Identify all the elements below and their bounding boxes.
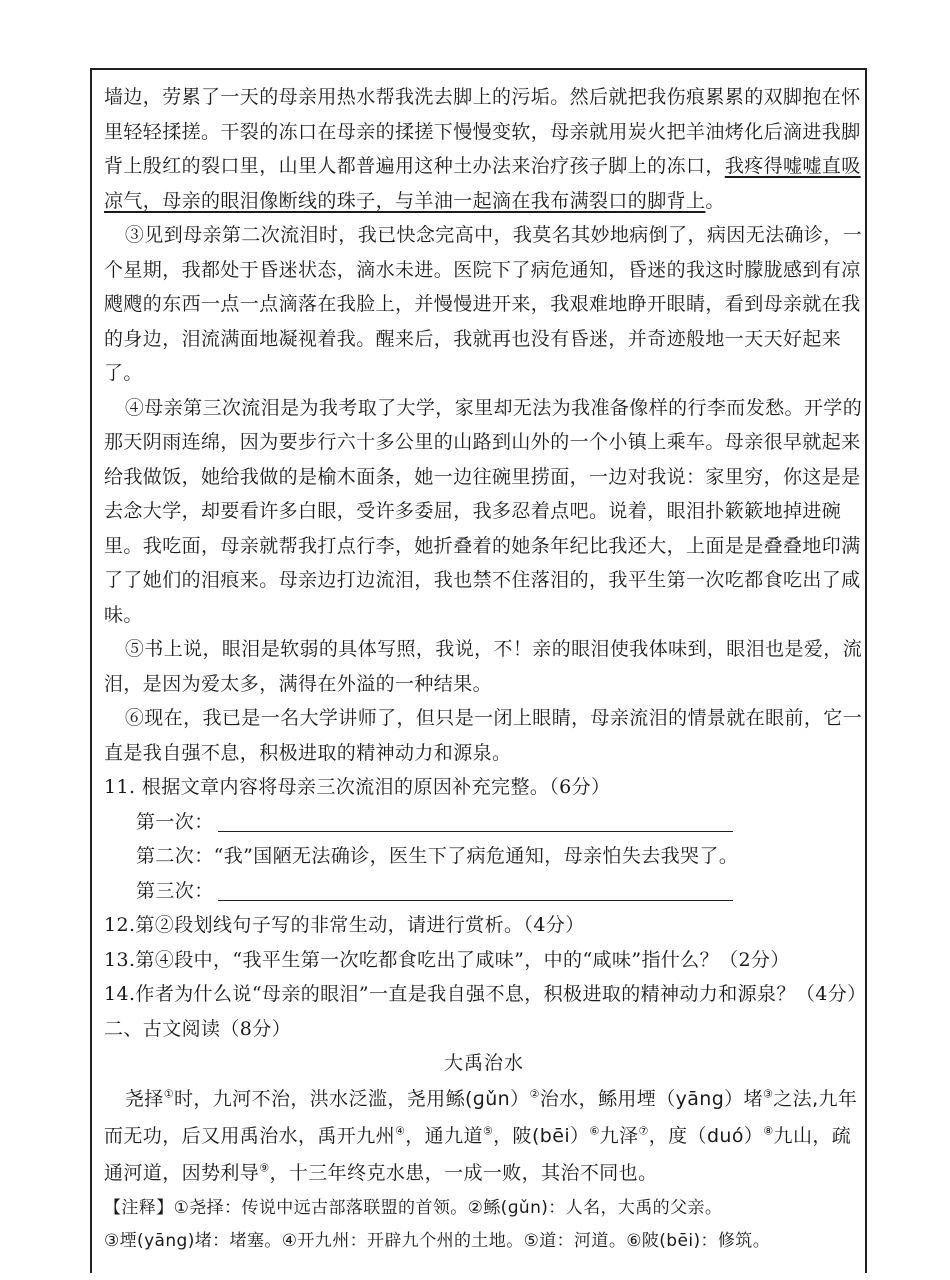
section-2-heading: 二、古文阅读（8分） bbox=[104, 1017, 292, 1040]
second-answer-text: “我”国陋无法确诊，医生下了病危通知，母亲怕失去我哭了。 bbox=[213, 845, 739, 867]
passage-paragraph-4: ④母亲第三次流泪是为我考取了大学，家里却无法为我准备像样的行李而发愁。开学的那天阴雨连绵，因为要步行六十多公里的山路到山外的一个小镇上乘车。母亲很早就起来给我做饭，她给我做的是榆木面条，她一边往碗里捞面，一边对我说：家里穷，你这是是去念大学，却要看许多白眼，受许多委屈，我多忍着点吧。说着，眼泪扑簌簌地掉进碗里。我吃面，母亲就帮我打点行李，她折叠着的她条年纪比我还大，上面是是叠叠地印满了了她们的泪痕来。母亲边打边流泪，我也禁不住落泪的，我平生第一次吃都食吃出了咸味。 bbox=[104, 396, 863, 626]
first-label: 第一次： bbox=[136, 810, 214, 833]
annotation-line-2: ③堙(yāng)堵：堵塞。④开九州：开辟九个州的土地。⑤道：河道。⑥陂(bēi)：修筑。 bbox=[104, 1230, 771, 1251]
question-14: 14.作者为什么说“母亲的眼泪”一直是我自强不息，积极进取的精神动力和源泉？（4分） bbox=[104, 983, 867, 1005]
second-label: 第二次： bbox=[136, 845, 214, 867]
passage-paragraph-5: ⑤书上说，眼泪是软弱的具体写照，我说，不！亲的眼泪使我体味到，眼泪也是爱，流泪，是因为爱太多，满得在外溢的一种结果。 bbox=[104, 638, 863, 695]
classical-text-title: 大禹治水 bbox=[443, 1052, 524, 1074]
answer-line-first bbox=[104, 805, 864, 840]
passage-paragraph-2-continued bbox=[104, 80, 864, 218]
underlined-sentence: 我疼得嘘嘘直吸凉气，母亲的眼泪像断线的珠子，与羊油一起滴在我布满裂口的脚背上 bbox=[104, 155, 861, 212]
answer-line-second bbox=[104, 839, 864, 874]
paragraph-end: 。 bbox=[705, 189, 725, 212]
question-11: 11. 根据文章内容将母亲三次流泪的原因补充完整。（6分） bbox=[104, 776, 611, 798]
third-answer-blank[interactable] bbox=[218, 878, 733, 901]
passage-paragraph-3: ③见到母亲第二次流泪时，我已快念完高中，我莫名其妙地病倒了，病因无法确诊，一个星期，我都处于昏迷状态，滴水未进。医院下了病危通知，昏迷的我这时朦胧感到有凉飕飕的东西一点一点滴落在我脸上，并慢慢进开来，我艰难地睁开眼睛，看到母亲就在我的身边，泪流满面地凝视着我。醒来后，我就再也没有昏迷，并奇迹般地一天天好起来了。 bbox=[104, 224, 863, 384]
exam-page bbox=[104, 80, 867, 1258]
paragraph-text: 墙边，劳累了一天的母亲用热水帮我洗去脚上的污垢。然后就把我伤痕累累的双脚抱在怀里轻轻揉搓。干裂的冻口在母亲的揉搓下慢慢变软，母亲就用炭火把羊油烤化后滴进我脚背上殷红的裂口里，山里人都普遍用这种土办法来治疗孩子脚上的冻口， bbox=[104, 86, 861, 177]
answer-line-third bbox=[104, 874, 864, 909]
annotation-line-1: 【注释】①尧择：传说中远古部落联盟的首领。②鲧(ɡǔn)：人名，大禹的父亲。 bbox=[104, 1197, 723, 1218]
classical-text: 尧择①时，九河不治，洪水泛滥，尧用鲧(ɡǔn）②治水，鲧用堙（yāng）堵③之法,九年而无功，后又用禹治水，禹开九州④，通九道⑤，陂(bēi）⑥九泽⑦，度（duó）⑧九山，疏通河道，因势利导⑨，十三年终克水患，一成一败，其治不同也。 bbox=[104, 1087, 858, 1184]
passage-paragraph-6: ⑥现在，我已是一名大学讲师了，但只是一闭上眼睛，母亲流泪的情景就在眼前，它一直是我自强不息，积极进取的精神动力和源泉。 bbox=[104, 707, 863, 764]
question-13: 13.第④段中，“我平生第一次吃都食吃出了咸味”，中的“咸味”指什么？（2分） bbox=[104, 948, 790, 971]
question-12: 12.第②段划线句子写的非常生动，请进行赏析。（4分） bbox=[104, 914, 585, 936]
first-answer-blank[interactable] bbox=[218, 809, 733, 832]
third-label: 第三次： bbox=[136, 879, 214, 902]
